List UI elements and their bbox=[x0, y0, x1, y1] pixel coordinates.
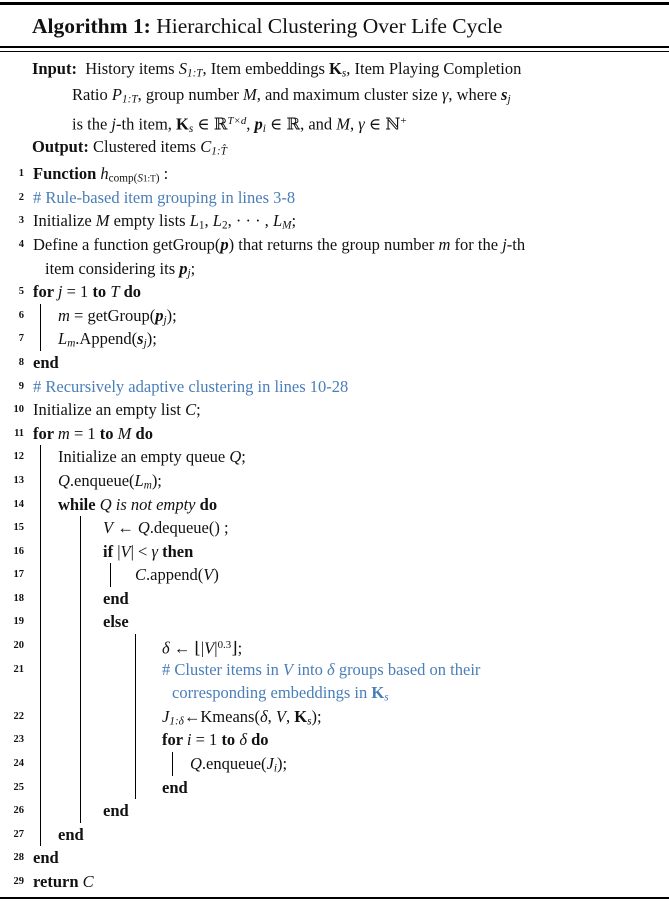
text-segment: , bbox=[285, 706, 295, 726]
text-segment: M bbox=[242, 85, 257, 105]
text-segment: 1:δ bbox=[169, 715, 184, 728]
text-segment: # Recursively adaptive clustering in lines 10-28 bbox=[33, 376, 349, 396]
input-output-block bbox=[0, 56, 669, 160]
text-segment: for bbox=[33, 282, 58, 302]
indent-guide-line bbox=[80, 752, 81, 776]
indent-guide-line bbox=[110, 563, 111, 587]
indent-guide-line bbox=[135, 752, 136, 776]
text-segment: C bbox=[200, 137, 212, 157]
text-segment: if bbox=[103, 541, 118, 561]
indent-guide-line bbox=[40, 752, 41, 776]
text-segment: ; bbox=[196, 400, 201, 420]
text-segment: i bbox=[262, 123, 266, 136]
indent-guide-line bbox=[80, 563, 81, 587]
text-segment: s bbox=[307, 715, 312, 728]
text-segment: s bbox=[501, 85, 508, 105]
text-segment: end bbox=[103, 801, 129, 821]
indent-guide-line bbox=[40, 516, 41, 540]
text-segment: Initialize bbox=[33, 211, 96, 231]
line-number: 15 bbox=[13, 522, 24, 534]
text-segment: C bbox=[185, 400, 197, 420]
line-number: 5 bbox=[18, 286, 24, 298]
text-segment: m bbox=[143, 479, 152, 492]
text-segment: ; bbox=[291, 211, 297, 231]
line-number: 2 bbox=[18, 191, 24, 203]
algo-line-continuation bbox=[0, 257, 669, 281]
text-segment: p bbox=[179, 258, 188, 278]
preamble-line-4 bbox=[0, 134, 669, 160]
text-segment: p bbox=[220, 234, 229, 254]
text-segment: , group number bbox=[137, 85, 243, 105]
text-segment: L bbox=[212, 211, 222, 231]
indent-guide-line bbox=[40, 728, 41, 752]
indent-guide-line bbox=[40, 304, 41, 328]
text-segment: empty lists bbox=[109, 211, 190, 231]
preamble-line-3 bbox=[0, 108, 669, 134]
text-segment: K bbox=[176, 114, 189, 134]
text-segment: δ bbox=[259, 706, 268, 726]
line-number: 18 bbox=[13, 592, 24, 604]
indent-guide-line bbox=[80, 516, 81, 540]
text-segment: -th bbox=[506, 234, 526, 254]
line-number: 28 bbox=[13, 852, 24, 864]
algo-line-15 bbox=[0, 516, 669, 540]
text-segment: J bbox=[162, 706, 170, 726]
text-segment: 0.3 bbox=[217, 639, 232, 652]
indent-guide-line bbox=[40, 540, 41, 564]
text-segment: L bbox=[58, 329, 68, 349]
text-segment: | < bbox=[130, 541, 152, 561]
line-number: 22 bbox=[13, 710, 24, 722]
line-number: 27 bbox=[13, 828, 24, 840]
text-segment: 2 bbox=[221, 219, 228, 232]
text-segment: γ bbox=[151, 541, 158, 561]
line-number: 13 bbox=[13, 474, 24, 486]
algo-line-3 bbox=[0, 209, 669, 233]
text-segment: δ bbox=[162, 638, 170, 658]
indent-guide-line bbox=[80, 658, 81, 682]
text-segment: end bbox=[162, 777, 188, 797]
algorithm-body bbox=[0, 162, 669, 893]
line-number: 14 bbox=[13, 498, 24, 510]
indent-guide-line bbox=[40, 823, 41, 847]
text-segment: do bbox=[131, 423, 153, 443]
text-segment: Q bbox=[190, 754, 202, 774]
text-segment: M bbox=[336, 114, 351, 134]
text-segment: is not empty bbox=[111, 494, 200, 514]
algo-line-23 bbox=[0, 728, 669, 752]
text-segment: L bbox=[189, 211, 199, 231]
text-segment: while bbox=[58, 494, 100, 514]
text-segment: m bbox=[58, 305, 70, 325]
text-segment: = 1 bbox=[191, 730, 222, 750]
algo-line-2 bbox=[0, 186, 669, 210]
text-segment: C bbox=[82, 872, 94, 891]
text-segment: .enqueue( bbox=[69, 470, 135, 490]
indent-guide-line bbox=[80, 634, 81, 658]
text-segment: , Item embeddings bbox=[202, 59, 330, 79]
text-segment: do bbox=[199, 494, 218, 514]
indent-guide-line bbox=[80, 776, 81, 800]
text-segment: : bbox=[159, 164, 169, 184]
text-segment: ; bbox=[190, 258, 196, 278]
text-segment: ); bbox=[311, 706, 322, 726]
text-segment: ←Kmeans( bbox=[183, 706, 260, 726]
algorithm-caption bbox=[0, 5, 669, 46]
indent-guide-line bbox=[135, 728, 136, 752]
line-number: 21 bbox=[13, 663, 24, 675]
text-segment: V bbox=[120, 541, 131, 561]
indent-guide-line bbox=[40, 327, 41, 351]
algo-line-10 bbox=[0, 398, 669, 422]
text-segment: m bbox=[438, 234, 451, 254]
text-segment: m bbox=[67, 337, 76, 350]
text-segment: to bbox=[221, 730, 240, 750]
text-segment: is the bbox=[72, 114, 112, 134]
algo-line-20 bbox=[0, 634, 669, 658]
text-segment: end bbox=[103, 588, 129, 608]
text-segment: ) that returns the group number bbox=[228, 234, 439, 254]
text-segment: = 1 bbox=[62, 282, 93, 302]
text-segment: then bbox=[158, 541, 194, 561]
text-segment: -th item, bbox=[116, 114, 177, 134]
text-segment: γ bbox=[358, 114, 365, 134]
text-segment: j bbox=[187, 267, 191, 280]
algo-line-14 bbox=[0, 493, 669, 517]
text-segment: J bbox=[266, 754, 274, 774]
text-segment: L bbox=[134, 470, 144, 490]
text-segment: p bbox=[155, 305, 164, 325]
text-segment: Q bbox=[229, 447, 242, 467]
text-segment: V bbox=[103, 518, 114, 538]
text-segment: else bbox=[103, 612, 129, 632]
text-segment: groups based on their bbox=[334, 659, 481, 679]
text-segment: Initialize an empty list bbox=[33, 400, 186, 420]
line-number: 12 bbox=[13, 451, 24, 463]
text-segment: ) bbox=[155, 172, 160, 185]
text-segment: = getGroup( bbox=[69, 305, 156, 325]
algo-line-9 bbox=[0, 375, 669, 399]
text-segment: do bbox=[119, 282, 142, 302]
text-segment: K bbox=[371, 683, 385, 703]
text-segment: ); bbox=[166, 305, 177, 325]
text-segment: K bbox=[294, 706, 308, 726]
text-segment: , where bbox=[448, 85, 502, 105]
text-segment: K bbox=[329, 59, 342, 79]
algorithm-caption-label: Algorithm 1: bbox=[32, 14, 151, 38]
algo-line-continuation bbox=[0, 681, 669, 705]
algorithm-caption-title: Hierarchical Clustering Over Life Cycle bbox=[150, 14, 503, 38]
algo-line-17 bbox=[0, 563, 669, 587]
text-segment: ; bbox=[241, 447, 246, 467]
text-segment: do bbox=[246, 730, 269, 750]
text-segment: for the bbox=[450, 234, 503, 254]
text-segment: ∈ ℝ, and bbox=[265, 114, 337, 134]
text-segment: j bbox=[143, 337, 147, 350]
text-segment: , bbox=[204, 211, 213, 231]
algo-line-24 bbox=[0, 752, 669, 776]
indent-guide-line bbox=[40, 563, 41, 587]
text-segment: j bbox=[163, 314, 167, 327]
line-number: 8 bbox=[18, 356, 24, 368]
text-segment: # Cluster items in bbox=[162, 659, 283, 679]
text-segment: Input: bbox=[32, 59, 82, 79]
algo-line-21 bbox=[0, 658, 669, 682]
line-number: 17 bbox=[13, 569, 24, 581]
text-segment: h bbox=[100, 164, 109, 184]
algo-line-4 bbox=[0, 233, 669, 257]
text-segment: | bbox=[117, 541, 121, 561]
text-segment: .Append( bbox=[75, 329, 138, 349]
text-segment: = 1 bbox=[69, 423, 100, 443]
algo-line-29 bbox=[0, 870, 669, 894]
text-segment: end bbox=[33, 848, 59, 868]
indent-guide-line bbox=[172, 752, 173, 776]
indent-guide-line bbox=[40, 705, 41, 729]
text-segment: comp( bbox=[108, 172, 138, 185]
text-segment: i bbox=[186, 730, 192, 750]
text-segment: # Rule-based item grouping in lines 3-8 bbox=[33, 187, 296, 207]
text-segment: , bbox=[350, 114, 359, 134]
text-segment: for bbox=[33, 423, 58, 443]
text-segment: History items bbox=[81, 59, 179, 79]
line-number: 26 bbox=[13, 805, 24, 817]
indent-guide-line bbox=[80, 799, 81, 823]
algo-line-11 bbox=[0, 422, 669, 446]
text-segment: , bbox=[246, 114, 255, 134]
line-number: 4 bbox=[18, 238, 24, 250]
indent-guide-line bbox=[40, 587, 41, 611]
line-number: 6 bbox=[18, 309, 24, 321]
text-segment: p bbox=[254, 114, 263, 134]
line-number: 19 bbox=[13, 616, 24, 628]
indent-guide-line bbox=[80, 681, 81, 705]
bottom-rule bbox=[0, 897, 669, 902]
indent-guide-line bbox=[40, 799, 41, 823]
text-segment: S bbox=[137, 172, 143, 185]
text-segment: V bbox=[275, 706, 286, 726]
text-segment: j bbox=[57, 282, 63, 302]
text-segment: 1:T bbox=[142, 173, 156, 184]
text-segment: i bbox=[273, 762, 277, 775]
algo-line-12 bbox=[0, 445, 669, 469]
text-segment: ); bbox=[276, 754, 288, 774]
algo-line-8 bbox=[0, 351, 669, 375]
indent-guide-line bbox=[40, 658, 41, 682]
algo-line-13 bbox=[0, 469, 669, 493]
indent-guide-line bbox=[40, 634, 41, 658]
text-segment: 1:T bbox=[121, 93, 138, 106]
text-segment: | bbox=[214, 638, 218, 658]
text-segment: T×d bbox=[227, 115, 247, 128]
text-segment: Define a function getGroup( bbox=[33, 234, 221, 254]
indent-guide-line bbox=[80, 705, 81, 729]
line-number: 29 bbox=[13, 876, 24, 887]
text-segment: M bbox=[282, 219, 292, 232]
text-segment: m bbox=[57, 423, 70, 443]
text-segment: Q bbox=[137, 518, 150, 538]
text-segment: 1:T̂ bbox=[211, 145, 227, 158]
line-number: 20 bbox=[13, 640, 24, 652]
algo-line-22 bbox=[0, 705, 669, 729]
indent-guide-line bbox=[80, 540, 81, 564]
text-segment: for bbox=[162, 730, 187, 750]
indent-guide-line bbox=[135, 681, 136, 705]
text-segment: V bbox=[203, 565, 214, 585]
line-number: 10 bbox=[13, 404, 24, 416]
algo-line-25 bbox=[0, 776, 669, 800]
text-segment: j bbox=[502, 234, 507, 254]
text-segment: M bbox=[117, 423, 132, 443]
text-segment: ← ⌊| bbox=[169, 638, 205, 658]
text-segment: S bbox=[178, 59, 187, 79]
text-segment: P bbox=[111, 85, 122, 105]
text-segment: ← bbox=[113, 518, 138, 538]
preamble-line-2 bbox=[0, 82, 669, 108]
indent-guide-line bbox=[40, 469, 41, 493]
indent-guide-line bbox=[135, 634, 136, 658]
algo-line-5 bbox=[0, 280, 669, 304]
indent-guide-line bbox=[40, 493, 41, 517]
text-segment: return bbox=[33, 872, 83, 891]
text-segment: γ bbox=[441, 85, 449, 105]
text-segment: ) bbox=[213, 565, 219, 585]
text-segment: s bbox=[188, 123, 194, 136]
line-number: 1 bbox=[18, 168, 24, 180]
text-segment: into bbox=[293, 659, 328, 679]
text-segment: Q bbox=[99, 494, 112, 514]
indent-guide-line bbox=[80, 728, 81, 752]
text-segment: , and maximum cluster size bbox=[256, 85, 442, 105]
text-segment: δ bbox=[239, 730, 247, 750]
text-segment: L bbox=[272, 211, 283, 231]
text-segment: to bbox=[99, 423, 118, 443]
text-segment: Function bbox=[33, 164, 101, 184]
algo-line-6 bbox=[0, 304, 669, 328]
text-segment: .enqueue( bbox=[201, 754, 267, 774]
text-segment: V bbox=[204, 638, 215, 658]
indent-guide-line bbox=[40, 776, 41, 800]
text-segment: item considering its bbox=[45, 258, 180, 278]
algo-line-18 bbox=[0, 587, 669, 611]
algo-line-19 bbox=[0, 610, 669, 634]
text-segment: end bbox=[33, 352, 59, 372]
text-segment: Ratio bbox=[72, 85, 112, 105]
text-segment: + bbox=[400, 115, 407, 128]
indent-guide-line bbox=[135, 705, 136, 729]
text-segment: Output: bbox=[32, 137, 93, 157]
caption-divider bbox=[0, 46, 669, 52]
text-segment: corresponding embeddings in bbox=[172, 683, 372, 703]
line-number: 23 bbox=[13, 734, 24, 746]
text-segment: ∈ ℝ bbox=[193, 114, 228, 134]
text-segment: V bbox=[283, 659, 294, 679]
line-number: 11 bbox=[14, 427, 24, 439]
text-segment: Initialize an empty queue bbox=[58, 447, 230, 467]
text-segment: ); bbox=[151, 470, 162, 490]
text-segment: Q bbox=[58, 470, 70, 490]
indent-guide-line bbox=[80, 587, 81, 611]
indent-guide-line bbox=[80, 610, 81, 634]
text-segment: Clustered items bbox=[92, 137, 201, 157]
preamble-line-1 bbox=[0, 56, 669, 82]
algo-line-26 bbox=[0, 799, 669, 823]
text-segment: s bbox=[384, 691, 389, 704]
text-segment: to bbox=[92, 282, 111, 302]
text-segment: ⌋; bbox=[231, 638, 243, 658]
text-segment: 1:T bbox=[186, 67, 203, 80]
text-segment: j bbox=[507, 93, 511, 106]
indent-guide-line bbox=[40, 445, 41, 469]
algo-line-1 bbox=[0, 162, 669, 186]
text-segment: δ bbox=[327, 659, 335, 679]
text-segment: 1 bbox=[198, 219, 205, 232]
line-number: 16 bbox=[13, 545, 24, 557]
line-number: 24 bbox=[13, 758, 24, 770]
line-number: 9 bbox=[18, 380, 24, 392]
text-segment: s bbox=[341, 67, 347, 80]
algo-line-7 bbox=[0, 327, 669, 351]
text-segment: end bbox=[58, 824, 84, 844]
text-segment: .append( bbox=[146, 565, 204, 585]
text-segment: M bbox=[95, 211, 110, 231]
indent-guide-line bbox=[40, 681, 41, 705]
indent-guide-line bbox=[40, 610, 41, 634]
text-segment: , Item Playing Completion bbox=[346, 59, 522, 79]
indent-guide-line bbox=[135, 776, 136, 800]
line-number: 25 bbox=[13, 781, 24, 793]
text-segment: , · · · , bbox=[227, 211, 273, 231]
algo-line-27 bbox=[0, 823, 669, 847]
text-segment: T bbox=[110, 282, 120, 302]
line-number: 3 bbox=[18, 215, 24, 227]
algo-line-16 bbox=[0, 540, 669, 564]
text-segment: , bbox=[267, 706, 276, 726]
text-segment: C bbox=[135, 565, 147, 585]
indent-guide-line bbox=[135, 658, 136, 682]
line-number: 7 bbox=[18, 333, 24, 345]
algo-line-28 bbox=[0, 846, 669, 870]
text-segment: s bbox=[137, 329, 144, 349]
text-segment: .dequeue() ; bbox=[149, 518, 229, 538]
text-segment: j bbox=[111, 114, 117, 134]
text-segment: ); bbox=[146, 329, 157, 349]
text-segment: ∈ ℕ bbox=[364, 114, 401, 134]
